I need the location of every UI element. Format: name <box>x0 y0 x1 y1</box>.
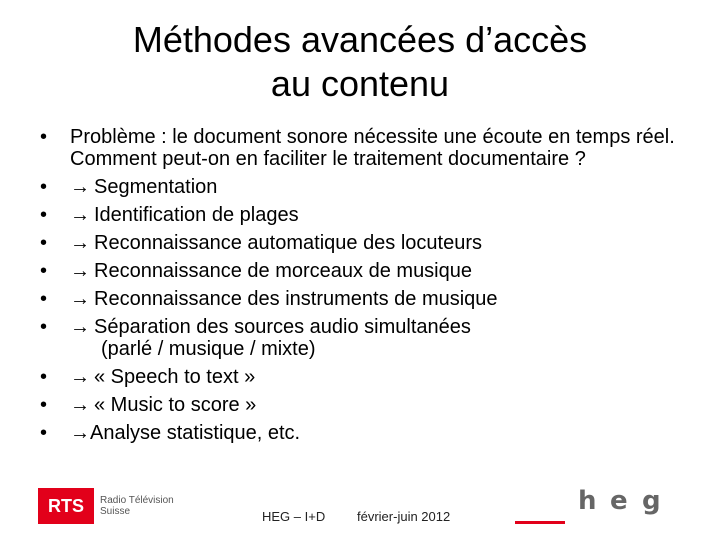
bullet-item <box>40 260 700 282</box>
heg-accent-line <box>515 521 565 524</box>
bullet-text: Reconnaissance automatique des locuteurs <box>94 232 483 254</box>
rts-name-line2: Suisse <box>100 506 131 517</box>
arrow-right-icon: → <box>70 204 90 226</box>
arrow-right-icon: → <box>70 422 90 444</box>
bullet-text: Reconnaissance de morceaux de musique <box>94 260 472 282</box>
bullet-text: « Music to score » <box>94 394 257 416</box>
arrow-right-icon: → <box>70 260 90 282</box>
heg-logo <box>578 486 678 516</box>
slide-title-line2: au contenu <box>270 63 450 104</box>
bullet-item <box>40 126 700 170</box>
footer-institution: HEG – I+D <box>262 509 326 524</box>
bullet-text: Problème : le document sonore nécessite une écoute en temps réel. Comment peut-on en faciliter le traitement documentaire ? <box>70 126 675 170</box>
heg-logo-e: e <box>610 486 630 516</box>
arrow-right-icon: → <box>70 232 90 254</box>
bullet-item <box>40 316 700 360</box>
arrow-right-icon: → <box>70 176 90 198</box>
arrow-right-icon: → <box>70 366 90 388</box>
bullet-item <box>40 394 700 416</box>
arrow-right-icon: → <box>70 288 90 310</box>
heg-logo-h: h <box>578 486 599 516</box>
bullet-text: Analyse statistique, etc. <box>90 422 301 444</box>
slide-footer <box>0 482 720 540</box>
slide-title-line1: Méthodes avancées d’accès <box>132 19 588 60</box>
rts-logo: RTS <box>38 488 94 524</box>
bullet-text: « Speech to text » <box>94 366 256 388</box>
footer-date: février-juin 2012 <box>357 509 451 524</box>
bullet-text: Séparation des sources audio simultanées <box>94 316 471 338</box>
bullet-item <box>40 176 700 198</box>
bullet-item <box>40 232 700 254</box>
slide-title <box>60 18 660 106</box>
heg-logo-g: g <box>642 486 663 516</box>
bullet-list <box>40 126 700 450</box>
bullet-text: Reconnaissance des instruments de musique <box>94 288 498 310</box>
rts-name-line1: Radio Télévision <box>100 495 174 506</box>
bullet-item <box>40 366 700 388</box>
bullet-item <box>40 204 700 226</box>
rts-name <box>100 495 174 517</box>
bullet-item <box>40 288 700 310</box>
bullet-text: Identification de plages <box>94 204 299 226</box>
arrow-right-icon: → <box>70 316 90 338</box>
arrow-right-icon: → <box>70 394 90 416</box>
bullet-text: Segmentation <box>94 176 218 198</box>
bullet-continuation: (parlé / musique / mixte) <box>101 338 316 360</box>
bullet-item <box>40 422 700 444</box>
